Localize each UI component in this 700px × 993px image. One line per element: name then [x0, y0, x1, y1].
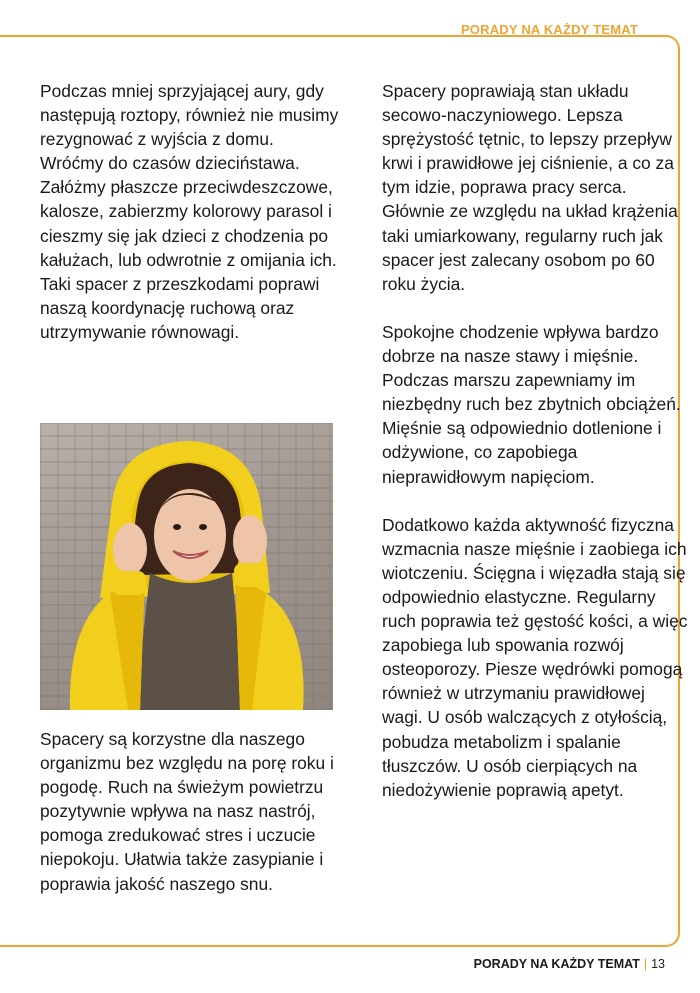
footer-title: PORADY NA KAŻDY TEMAT — [473, 957, 640, 971]
footer-separator: | — [643, 957, 648, 971]
page-number: 13 — [651, 957, 665, 971]
page-footer — [474, 957, 665, 971]
photo-illustration — [40, 423, 333, 710]
left-hand — [113, 523, 147, 575]
left-eye — [173, 524, 181, 530]
left-column — [40, 79, 340, 344]
right-sleeve — [234, 563, 268, 587]
left-paragraph-1: Podczas mniej sprzyjającej aury, gdy następują roztopy, również nie musimy rezygnować z wyjścia z domu. Wróćmy do czasów dzieciństawa. Załóżmy płaszcze przeciwdeszczowe, kalosze, zabierzmy kolorowy parasol i cieszmy się jak dzieci z chodzenia po kałużach, lub odwrotnie z omijania ich. Taki spacer z przeszkodami poprawi naszą koordynację ruchową oraz utrzymywanie równowagi. — [40, 81, 339, 342]
right-hand — [233, 515, 267, 567]
right-paragraph-2: Spokojne chodzenie wpływa bardzo dobrze na nasze stawy i mięśnie. Podczas marszu zapewniamy im niezbędny ruch bez zbytnich obciążeń. Mięśnie są odpowiednio dotlenione i odżywione, co zapobiega nieprawidłowym napięciom. — [382, 321, 681, 487]
right-eye — [199, 524, 207, 530]
woman-yellow-raincoat-photo — [40, 423, 333, 710]
left-paragraph-2: Spacery są korzystne dla naszego organizmu bez względu na porę roku i pogodę. Ruch na świeżym powietrzu pozytywnie wpływa na nasz nastrój, pomoga zredukować stres i uczucie niepokoju. Ułatwia także zasypianie i poprawia jakość naszego snu. — [40, 729, 334, 894]
right-paragraph-3: Dodatkowo każda aktywność fizyczna wzmacnia nasze mięśnie i zaobiega ich wiotczeniu. Ścięgna i więzadła stają się odpowiednio elastyczne. Regularny ruch poprawia też gęstość kości, a więc zapobiega lub spowania rozwój osteoporozy. Piesze wędrówki pomogą również w utrzymaniu prawidłowej wagi. U osób walczących z otyłością, pobudza metabolizm i spalanie tłuszczów. U osób cierpiących na niedożywienie poprawią apetyt. — [382, 514, 688, 800]
sweater-shape — [135, 573, 245, 710]
left-sleeve — [112, 571, 146, 595]
left-column-bottom — [40, 727, 340, 896]
face-shape — [154, 489, 226, 581]
section-header: PORADY NA KAŻDY TEMAT — [457, 22, 642, 37]
right-paragraph-1: Spacery poprawiają stan układu secowo-naczyniowego. Lepsza sprężystość tętnic, to lepszy przepływ krwi i prawidłowe jej ciśnienie, a co za tym idzie, poprawa pracy serca. Głównie ze względu na układ krążenia taki umiarkowany, regularny ruch jak spacer jest zalecany osobom po 60 roku życia. — [382, 81, 678, 294]
right-column — [382, 79, 688, 802]
